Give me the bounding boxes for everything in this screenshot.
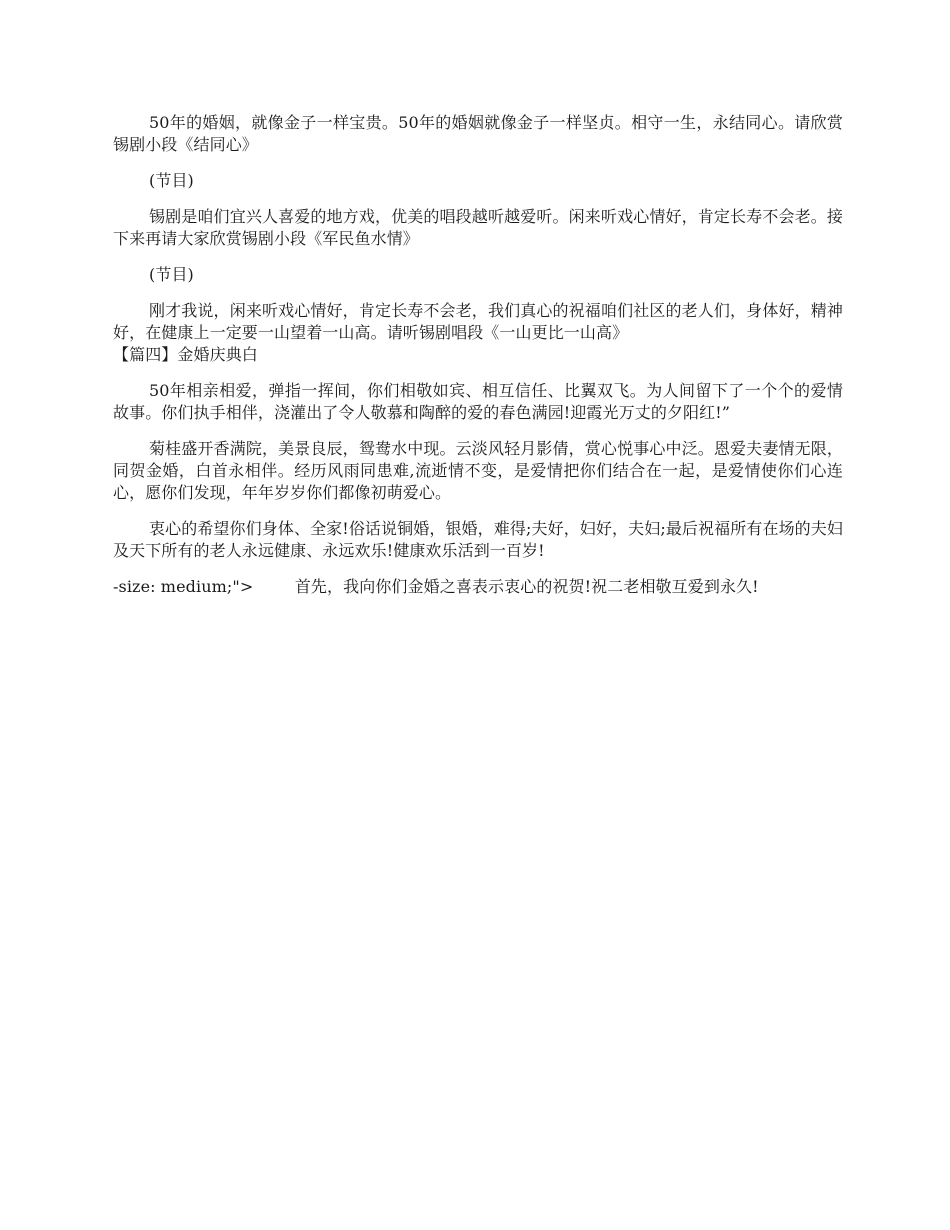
section-heading: 【篇四】金婚庆典白 [113, 345, 258, 364]
program-note-1: (节目) [149, 171, 194, 190]
paragraph-fifty-years: 50年相亲相爱，弹指一挥间，你们相敬如宾、相互信任、比翼双飞。为人间留下了一个个的爱情故事。你们执手相伴，浇灌出了令人敬慕和陶醉的爱的春色满园!迎霞光万丈的夕阳红!” [113, 381, 843, 422]
paragraph-blessing: 刚才我说，闲来听戏心情好，肯定长寿不会老，我们真心的祝福咱们社区的老人们，身体好，精神好，在健康上一定要一山望着一山高。请听锡剧唱段《一山更比一山高》 [113, 301, 843, 342]
program-note-2: (节目) [149, 265, 194, 284]
tail-line: -size: medium;"> 首先，我向你们金婚之喜表示衷心的祝贺!祝二老相敬互爱到永久! [113, 577, 759, 596]
paragraph-wishes: 衷心的希望你们身体、全家!俗话说铜婚，银婚，难得;夫好，妇好，夫妇;最后祝福所有在场的夫妇及天下所有的老人永远健康、永远欢乐!健康欢乐活到一百岁! [113, 519, 843, 560]
document-body [113, 112, 843, 598]
paragraph-poem: 菊桂盛开香满院，美景良辰，鸳鸯水中现。云淡风轻月影倩，赏心悦事心中泛。恩爱夫妻情无限，同贺金婚，白首永相伴。经历风雨同患难,流逝情不变，是爱情把你们结合在一起，是爱情使你们心连心，愿你们发现，年年岁岁你们都像初萌爱心。 [113, 439, 843, 502]
paragraph-xiju: 锡剧是咱们宜兴人喜爱的地方戏，优美的唱段越听越爱听。闲来听戏心情好，肯定长寿不会老。接下来再请大家欣赏锡剧小段《军民鱼水情》 [113, 207, 843, 248]
paragraph-intro: 50年的婚姻，就像金子一样宝贵。50年的婚姻就像金子一样坚贞。相守一生，永结同心。请欣赏锡剧小段《结同心》 [113, 113, 843, 154]
